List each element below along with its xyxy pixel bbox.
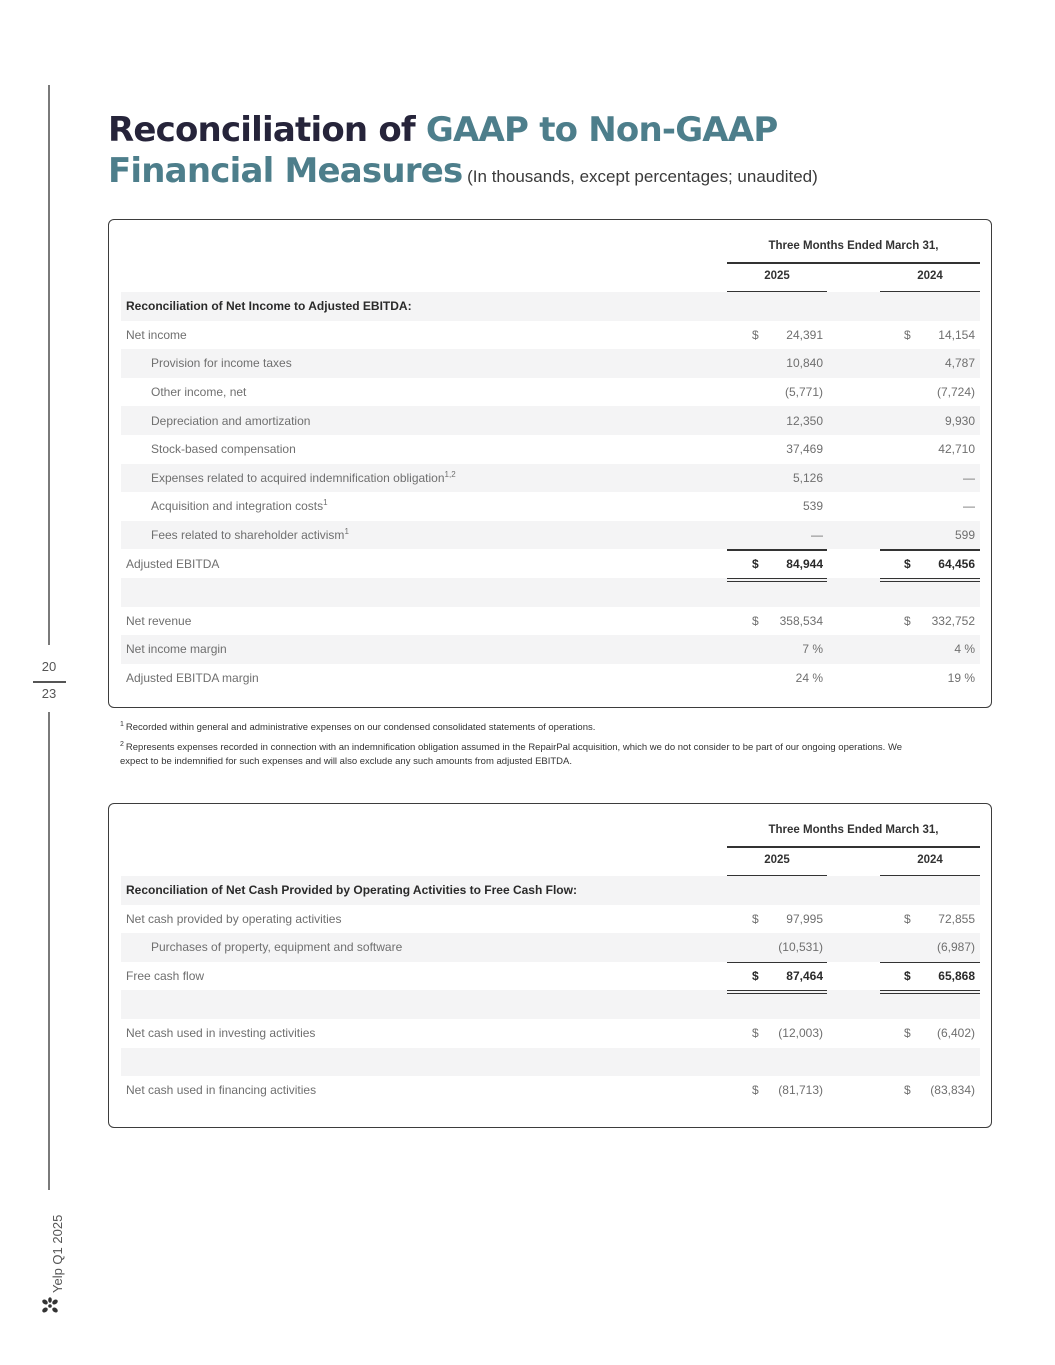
- table-row-depreciation: Depreciation and amortization 12,350 9,930: [121, 406, 980, 435]
- total-double-rule: [727, 578, 827, 582]
- yelp-burst-icon: [40, 1297, 60, 1315]
- brand-label: Yelp Q1 2025: [50, 1214, 65, 1293]
- year-header-2025: 2025: [764, 854, 790, 866]
- adjusted-ebitda-table: [108, 219, 992, 708]
- page-title: [108, 110, 1008, 197]
- section-header-row: [121, 876, 980, 905]
- table-row-net-income: Net income $ 24,391 $ 14,154: [126, 327, 975, 342]
- year-header-2025: 2025: [764, 270, 790, 282]
- period-underline: [727, 846, 980, 848]
- section-label: Reconciliation of Net Income to Adjusted EBITDA:: [126, 299, 412, 314]
- brand-mark: [38, 1205, 65, 1315]
- footnote-2: $^2$ Represents expenses recorded in connection with an indemnification obligation assumed in the RepairPal acquisition, which we do not consider to be part of our ongoing operations. We expect to be indemnified for such expenses and will also exclude any such amounts from adjusted EBITDA.: [120, 740, 903, 767]
- table-row-operating-cash: Net cash provided by operating activities $ 97,995 $ 72,855: [126, 911, 975, 926]
- free-cash-flow-table: [108, 803, 992, 1128]
- table-row-stock-comp: Stock-based compensation 37,469 42,710: [151, 442, 975, 457]
- rail-line-top: [48, 85, 50, 645]
- table-row-spacer: [121, 990, 980, 1019]
- total-double-rule: [880, 578, 980, 582]
- page-current: 20: [41, 659, 57, 674]
- table-row-spacer: [121, 578, 980, 607]
- table-row-capex: Purchases of property, equipment and software (10,531) (6,987): [121, 933, 980, 962]
- footnote-1: $^1$ Recorded within general and administrative expenses on our condensed consolidated statements of operations.: [120, 720, 596, 733]
- title-subtitle: (In thousands, except percentages; unaudited): [462, 167, 818, 186]
- year-header-2024: 2024: [917, 854, 943, 866]
- table-row-net-revenue: Net revenue $ 358,534 $ 332,752: [126, 613, 975, 628]
- table-row-investing-cash: Net cash used in investing activities $ (12,003) $ (6,402): [126, 1026, 975, 1041]
- table-row-adjusted-ebitda: Adjusted EBITDA $ 84,944 $ 64,456: [121, 549, 980, 578]
- table-row-spacer: [121, 1048, 980, 1077]
- page-total: 23: [41, 686, 57, 701]
- page-divider: [33, 681, 66, 683]
- table-row-financing-cash: Net cash used in financing activities $ (81,713) $ (83,834): [126, 1083, 975, 1098]
- period-header: Three Months Ended March 31,: [768, 240, 939, 252]
- period-header: Three Months Ended March 31,: [768, 824, 939, 836]
- total-double-rule: [727, 990, 827, 994]
- footnote-ref: 1,2: [444, 469, 456, 479]
- title-part-2: GAAP to Non-GAAP: [425, 110, 778, 150]
- total-double-rule: [880, 990, 980, 994]
- year-header-2024: 2024: [917, 270, 943, 282]
- table-row-net-income-margin: Net income margin 7 % 4 %: [121, 635, 980, 664]
- period-underline: [727, 262, 980, 264]
- footnote-ref: 1: [323, 498, 328, 508]
- section-header-row: [121, 292, 980, 321]
- table-row-other-income: Other income, net (5,771) (7,724): [151, 385, 975, 400]
- section-label: Reconciliation of Net Cash Provided by Operating Activities to Free Cash Flow:: [126, 883, 577, 898]
- table-row-shareholder-activism: Fees related to shareholder activism$^1$ — 599: [121, 521, 980, 550]
- table-row-free-cash-flow: Free cash flow $ 87,464 $ 65,868: [121, 962, 980, 991]
- footnote-ref: 1: [344, 527, 349, 537]
- footnotes: [120, 721, 920, 775]
- table-row-acquisition-costs: Acquisition and integration costs$^1$ 539 —: [151, 498, 975, 514]
- table-row-indemnification: Expenses related to acquired indemnification obligation$^{1,2}$ 5,126 —: [121, 464, 980, 493]
- table-row-adjusted-ebitda-margin: Adjusted EBITDA margin 24 % 19 %: [126, 671, 975, 686]
- title-part-3: Financial Measures: [108, 151, 463, 191]
- title-part-1: Reconciliation of: [108, 110, 426, 150]
- table-row-provision-income-taxes: Provision for income taxes 10,840 4,787: [121, 349, 980, 378]
- rail-line-bottom: [48, 712, 50, 1190]
